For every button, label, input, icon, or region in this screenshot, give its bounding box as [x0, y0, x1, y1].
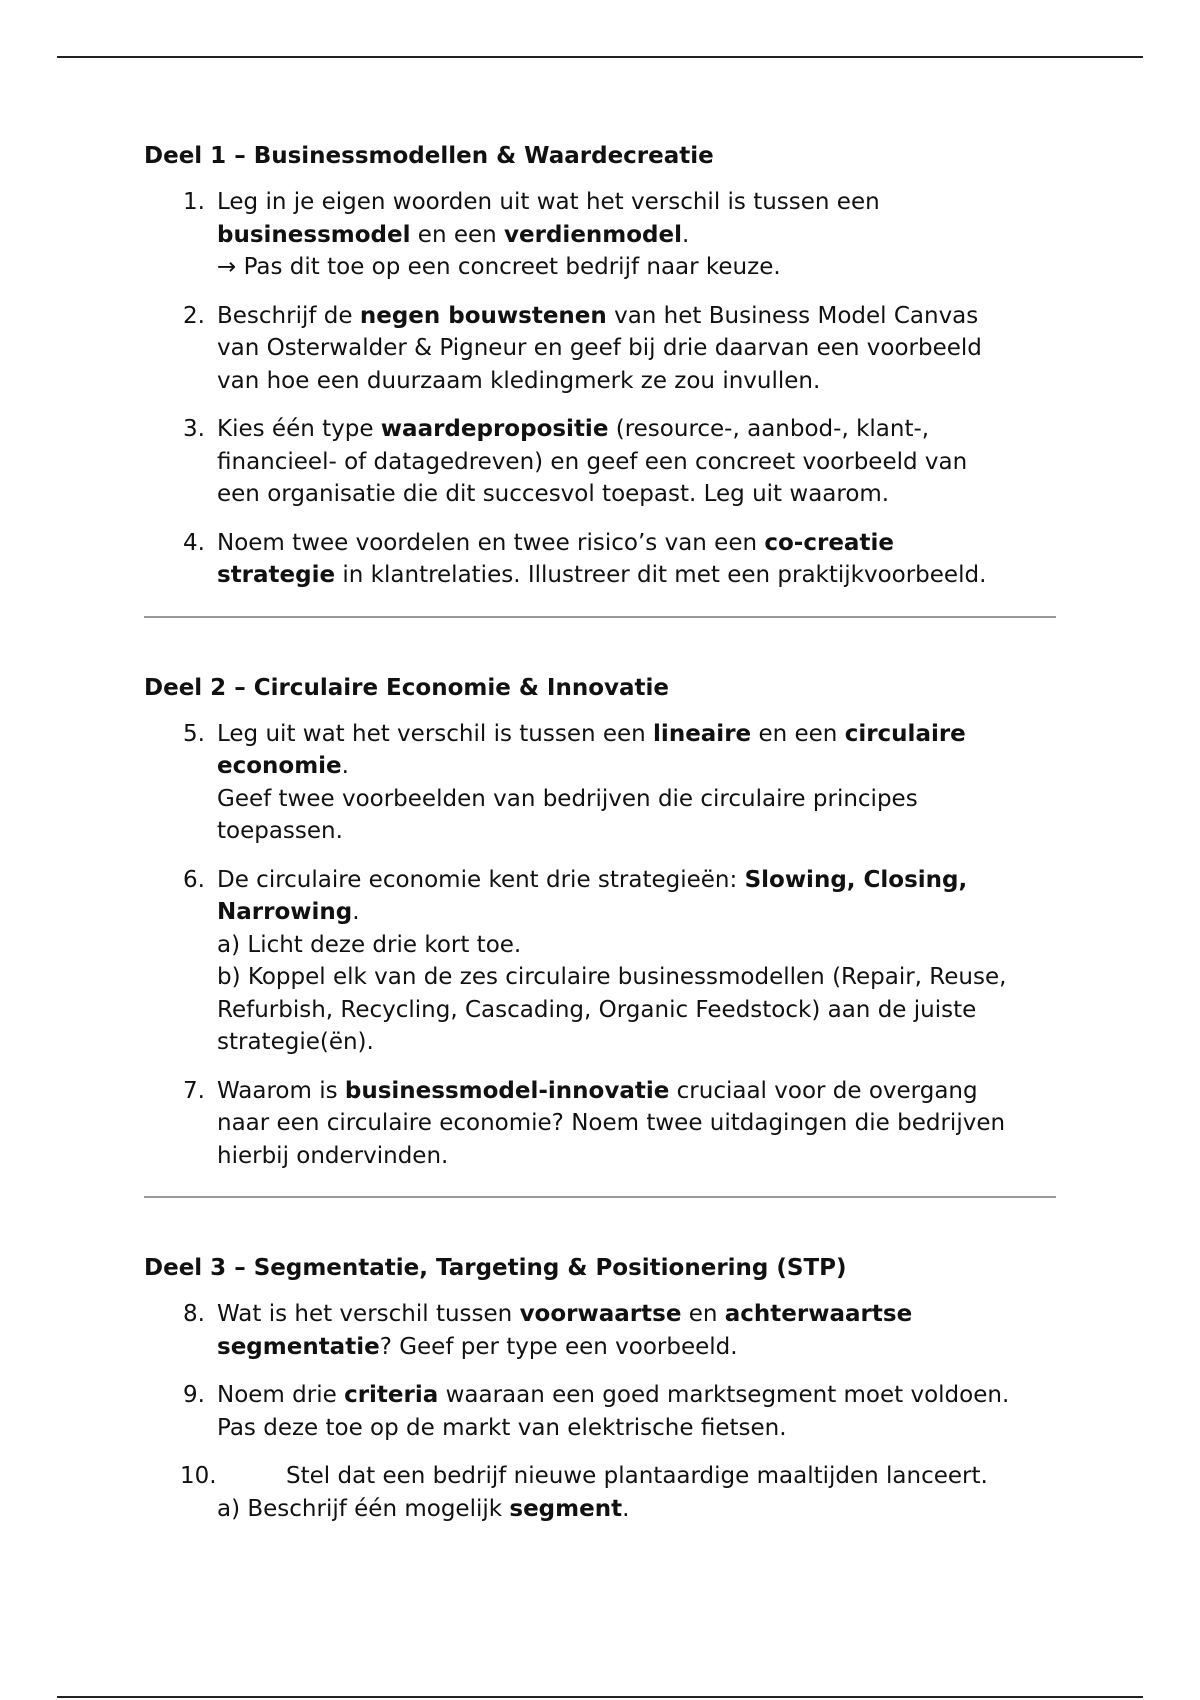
emphasis: economie	[217, 753, 342, 779]
question-line: Stel dat een bedrijf nieuwe plantaardige maaltijden lanceert.	[286, 1463, 988, 1489]
question-text	[217, 864, 1064, 1059]
question-number: 3.	[183, 416, 205, 442]
question-number: 5.	[183, 720, 205, 747]
question-line: van Osterwalder & Pigneur en geef bij drie daarvan een voorbeeld	[217, 335, 982, 361]
question-item	[144, 718, 1064, 848]
emphasis: criteria	[344, 1382, 439, 1408]
question-line: hierbij ondervinden.	[217, 1142, 449, 1169]
emphasis: Narrowing	[217, 899, 353, 925]
question-item	[144, 527, 1064, 592]
question-line: b) Koppel elk van de zes circulaire businessmodellen (Repair, Reuse,	[217, 964, 1007, 990]
emphasis: businessmodel-innovatie	[344, 1077, 670, 1104]
question-line: economie.	[217, 753, 349, 779]
emphasis: verdienmodel	[504, 221, 683, 248]
question-text	[217, 718, 1064, 848]
question-item	[144, 1075, 1064, 1173]
question-line: Noem twee voordelen en twee risico’s van een co-creatie	[217, 529, 894, 556]
question-line: businessmodel en een verdienmodel.	[217, 221, 690, 248]
question-item	[144, 186, 1064, 284]
question-number: 6.	[183, 866, 205, 893]
emphasis: lineaire	[653, 720, 752, 747]
question-number: 1.	[183, 189, 205, 215]
question-line: Refurbish, Recycling, Cascading, Organic Feedstock) aan de juiste	[217, 996, 977, 1023]
question-item	[144, 300, 1064, 398]
top-rule	[57, 56, 1143, 58]
section-title: Deel 2 – Circulaire Economie & Innovatie	[144, 674, 669, 701]
question-line: strategie in klantrelaties. Illustreer dit met een praktijkvoorbeeld.	[217, 562, 987, 588]
question-line: Noem drie criteria waaraan een goed marktsegment moet voldoen.	[217, 1382, 1010, 1408]
question-line: Pas deze toe op de markt van elektrische fietsen.	[217, 1414, 787, 1441]
question-item	[144, 1460, 1064, 1525]
section-divider	[144, 616, 1056, 618]
question-number: 8.	[183, 1301, 205, 1327]
question-line: segmentatie? Geef per type een voorbeeld.	[217, 1333, 738, 1360]
question-text	[217, 1298, 1064, 1363]
question-number: 10.	[180, 1463, 217, 1489]
question-item	[144, 413, 1064, 511]
question-line: strategie(ën).	[217, 1029, 374, 1055]
question-line: Narrowing.	[217, 899, 360, 925]
question-text	[217, 527, 1064, 592]
question-line: Kies één type waardepropositie (resource-, aanbod-, klant-,	[217, 416, 930, 442]
section-title: Deel 3 – Segmentatie, Targeting & Positionering (STP)	[144, 1255, 847, 1281]
emphasis: voorwaartse	[519, 1301, 682, 1327]
emphasis: segmentatie	[217, 1333, 380, 1360]
question-line: een organisatie die dit succesvol toepast. Leg uit waarom.	[217, 481, 890, 507]
question-line: De circulaire economie kent drie strategieën: Slowing, Closing,	[217, 866, 968, 893]
emphasis: negen bouwstenen	[359, 302, 607, 329]
question-line: Beschrijf de negen bouwstenen van het Business Model Canvas	[217, 302, 979, 329]
emphasis: businessmodel	[217, 221, 411, 248]
question-line: a) Licht deze drie kort toe.	[217, 931, 522, 958]
question-line: toepassen.	[217, 818, 343, 844]
bottom-rule	[57, 1696, 1143, 1698]
question-line: Leg in je eigen woorden uit wat het verschil is tussen een	[217, 189, 880, 215]
question-line: naar een circulaire economie? Noem twee uitdagingen die bedrijven	[217, 1110, 1006, 1136]
question-text	[217, 186, 1064, 284]
emphasis: co-creatie	[764, 529, 894, 556]
question-number: 4.	[183, 529, 205, 556]
section-title: Deel 1 – Businessmodellen & Waardecreatie	[144, 143, 714, 169]
question-line: van hoe een duurzaam kledingmerk ze zou invullen.	[217, 367, 821, 394]
question-text	[217, 1460, 1064, 1525]
question-text	[217, 1075, 1064, 1173]
question-line: Geef twee voorbeelden van bedrijven die circulaire principes	[217, 785, 918, 812]
question-text	[217, 413, 1064, 511]
emphasis: segment	[509, 1495, 623, 1522]
question-line: Wat is het verschil tussen voorwaartse en achterwaartse	[217, 1301, 913, 1327]
question-item	[144, 1298, 1064, 1363]
question-line: Leg uit wat het verschil is tussen een lineaire en een circulaire	[217, 720, 966, 747]
document-body	[144, 140, 1064, 1541]
emphasis: achterwaartse	[724, 1301, 913, 1327]
question-text	[217, 1379, 1064, 1444]
question-line: → Pas dit toe op een concreet bedrijf naar keuze.	[217, 254, 781, 280]
section-divider	[144, 1196, 1056, 1198]
emphasis: strategie	[217, 562, 336, 588]
emphasis: waardepropositie	[380, 416, 609, 442]
question-line: a) Beschrijf één mogelijk segment.	[217, 1495, 630, 1522]
question-text	[217, 300, 1064, 398]
question-item	[144, 864, 1064, 1059]
question-line: Waarom is businessmodel-innovatie cruciaal voor de overgang	[217, 1077, 978, 1104]
question-line: financieel- of datagedreven) en geef een concreet voorbeeld van	[217, 448, 968, 475]
question-number: 2.	[183, 302, 205, 329]
question-number: 7.	[183, 1077, 205, 1104]
emphasis: Slowing, Closing,	[744, 866, 968, 893]
emphasis: circulaire	[844, 720, 966, 747]
question-item	[144, 1379, 1064, 1444]
question-number: 9.	[183, 1382, 205, 1408]
